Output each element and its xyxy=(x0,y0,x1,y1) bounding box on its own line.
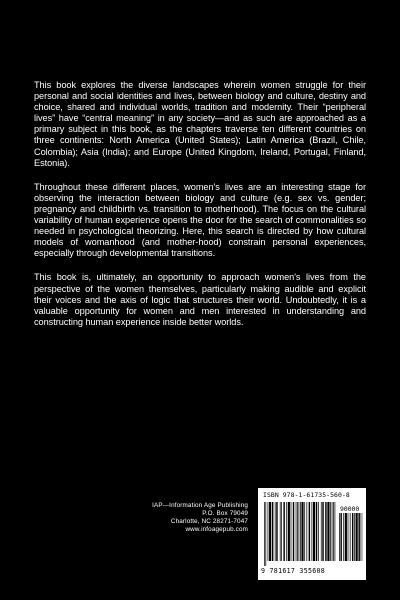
barcode-bar xyxy=(358,513,359,561)
publisher-info xyxy=(152,502,248,534)
barcode-bar xyxy=(318,502,319,561)
barcode-bar xyxy=(339,513,340,561)
barcode-bar xyxy=(264,502,265,566)
barcode-bar xyxy=(356,513,358,561)
barcode-bar xyxy=(332,502,333,561)
barcode-bar xyxy=(361,513,362,561)
barcode-bar xyxy=(312,502,313,561)
blurb-paragraph-3: This book is, ultimately, an opportunity to approach women's lives from the perspective of the women themselves, particularly making audible and explicit their voices and the axis of logic that structures their world. Undoubtedly, it is a valuable opportunity for women and men interested in understanding and constructing human experience inside better worlds. xyxy=(34,272,366,327)
isbn-barcode xyxy=(258,488,366,580)
barcode-bar xyxy=(325,502,326,561)
barcode-bar xyxy=(316,502,317,561)
barcode-bar xyxy=(275,502,276,561)
barcode-bar xyxy=(288,502,290,561)
ean-barcode-bars xyxy=(264,502,336,566)
barcode-bar xyxy=(352,513,353,561)
barcode-bar xyxy=(321,502,322,561)
publisher-name: IAP—Information Age Publishing xyxy=(152,502,248,509)
barcode-bar xyxy=(269,502,271,561)
barcode-bar xyxy=(286,502,287,561)
barcode-bar xyxy=(293,502,294,561)
barcode-bar xyxy=(276,502,277,561)
blurb-paragraph-1: This book explores the diverse landscapes wherein women struggle for their personal and social identities and lives, between biology and culture, destiny and choice, shared and individual worlds, tradition and modernity. Their “peripheral lives” have “central meaning” in any society—and as such are approached as a primary subject in this book, as the chapters traverse ten different countries on three continents: North America (United States); Latin America (Brazil, Chile, Colombia); Asia (India); and Europe (United Kingdom, Ireland, Portugal, Finland, Estonia). xyxy=(34,80,366,168)
barcode-bar xyxy=(322,502,323,561)
isbn-label: ISBN 978-1-61735-560-8 xyxy=(263,491,350,499)
publisher-po-box: P.O. Box 79049 xyxy=(202,510,248,517)
barcode-bar xyxy=(280,502,281,561)
barcode-bar xyxy=(350,513,351,561)
barcode-bar xyxy=(345,513,347,561)
barcode-bar xyxy=(333,502,334,561)
barcode-bar xyxy=(291,502,292,561)
barcode-bar xyxy=(304,502,305,561)
barcode-bar xyxy=(313,502,315,561)
barcode-bar xyxy=(301,502,303,561)
price-code: 90000 xyxy=(340,505,360,513)
publisher-website: www.infoagepub.com xyxy=(185,526,248,533)
barcode-bar xyxy=(268,502,269,561)
barcode-bar xyxy=(348,513,349,561)
barcode-number: 9 781617 355608 xyxy=(261,567,326,575)
barcode-bar xyxy=(272,502,273,561)
barcode-bar xyxy=(283,502,284,561)
barcode-bar xyxy=(300,502,301,561)
publisher-city: Charlotte, NC 28271-7047 xyxy=(170,518,248,525)
blurb-paragraph-2: Throughout these different places, women's lives are an interesting stage for observing the interaction between biology and culture (e.g. sex vs. gender; pregnancy and childbirth vs. transition to motherhood). The focus on the cultural variability of human experience opens the door for the search of commonalities so needed in psychological theorizing. Here, this search is directed by how cultural models of womanhood (and mother-hood) constrain personal experiences, especially through developmental transitions. xyxy=(34,181,366,259)
back-cover-blurb xyxy=(34,80,366,341)
barcode-bar xyxy=(330,502,331,561)
barcode-bar xyxy=(343,513,344,561)
barcode-bar xyxy=(296,502,297,561)
barcode-bar xyxy=(297,502,298,561)
barcode-bar xyxy=(281,502,282,561)
addon-barcode-bars xyxy=(339,513,363,566)
barcode-bar xyxy=(306,502,307,561)
barcode-bar xyxy=(265,502,266,566)
barcode-bar xyxy=(327,502,329,561)
barcode-bar xyxy=(340,513,341,561)
barcode-bar xyxy=(309,502,310,561)
barcode-bar xyxy=(299,502,300,561)
barcode-bar xyxy=(354,513,355,561)
barcode-bar xyxy=(335,502,336,561)
